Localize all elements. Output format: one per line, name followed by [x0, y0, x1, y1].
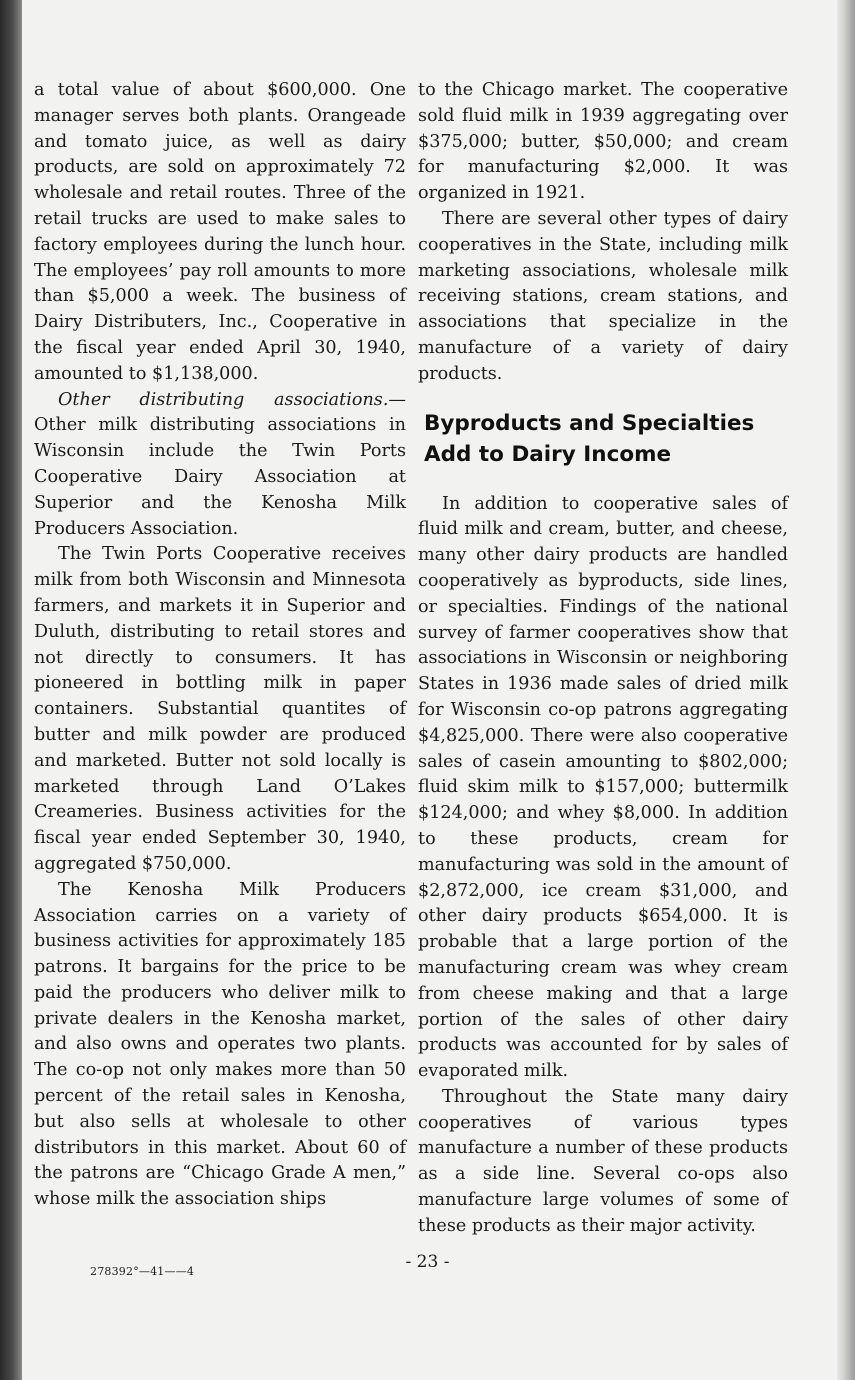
paragraph-other-distributing-text: Other milk distributing associations in Wisconsin include the Twin Ports Cooperative Dairy Association at Superior and the Kenosha Milk Producers Association. [34, 415, 406, 539]
paragraph-kenosha: The Kenosha Milk Producers Association carries on a variety of business activities for approximately 185 patrons. It bargains for the price to be paid the producers who deliver milk to private dealers in the Kenosha market, and also owns and operates two plants. The co-op not only makes more than 50 percent of the retail sales in Kenosha, but also sells at wholesale to other distributors in this market. About 60 of the patrons are “Chicago Grade A men,” whose milk the association ships [34, 879, 406, 1210]
paragraph-dairy-distributers: a total value of about $600,000. One manager serves both plants. Orangeade and tomato juice, as well as dairy products, are sold on approximately 72 wholesale and retail routes. Three of the retail trucks are used to make sales to factory employees during the lunch hour. The employees’ pay roll amounts to more than $5,000 a week. The business of Dairy Distributers, Inc., Cooperative in the fiscal year ended April 30, 1940, amounted to $1,138,000. [34, 80, 406, 384]
page-right-edge [837, 0, 855, 1380]
right-column [418, 78, 788, 1240]
paragraph-side-line: Throughout the State many dairy cooperatives of various types manufacture a number of these products as a side line. Several co-ops also manufacture large volumes of some of these products as their major activity. [418, 1086, 788, 1236]
section-heading-line-2: Add to Dairy Income [424, 441, 672, 467]
left-column [34, 78, 406, 1213]
print-code: 278392°—41——4 [90, 1265, 195, 1278]
paragraph-chicago-market: to the Chicago market. The cooperative sold fluid milk in 1939 aggregating over $375,000; butter, $50,000; and cream for manufacturing $2,000. It was organized in 1921. [418, 80, 788, 204]
page-number: - 23 - [405, 1252, 450, 1272]
section-heading-line-1: Byproducts and Specialties [424, 410, 755, 436]
section-heading [424, 408, 788, 470]
paragraph-other-types: There are several other types of dairy cooperatives in the State, including milk marketing associations, wholesale milk receiving stations, cream stations, and associations that specialize in the manufacture of a variety of dairy products. [418, 208, 788, 384]
book-binding-edge [0, 0, 22, 1380]
paragraph-twin-ports: The Twin Ports Cooperative receives milk from both Wisconsin and Minnesota farmers, and markets it in Superior and Duluth, distributing to retail stores and not directly to consumers. It has pioneered in bottling milk in paper containers. Substantial quantites of butter and milk powder are produced and marketed. Butter not sold locally is marketed through Land O’Lakes Creameries. Business activities for the fiscal year ended September 30, 1940, aggregated $750,000. [34, 544, 406, 874]
paragraph-other-distributing [34, 388, 406, 543]
paragraph-byproducts: In addition to cooperative sales of fluid milk and cream, butter, and cheese, many other dairy products are handled cooperatively as byproducts, side lines, or specialties. Findings of the national survey of farmer cooperatives show that associations in Wisconsin or neighboring States in 1936 made sales of dried milk for Wisconsin co-op patrons aggregating $4,825,000. There were also cooperative sales of casein amounting to $802,000; fluid skim milk to $157,000; buttermilk $124,000; and whey $8,000. In addition to these products, cream for manufacturing was sold in the amount of $2,872,000, ice cream $31,000, and other dairy products $654,000. It is probable that a large portion of the manufacturing cream was whey cream from cheese making and that a large portion of the sales of other dairy products was accounted for by sales of evaporated milk. [418, 493, 788, 1082]
run-in-heading-other-distributing: Other distributing associations.— [58, 389, 406, 410]
